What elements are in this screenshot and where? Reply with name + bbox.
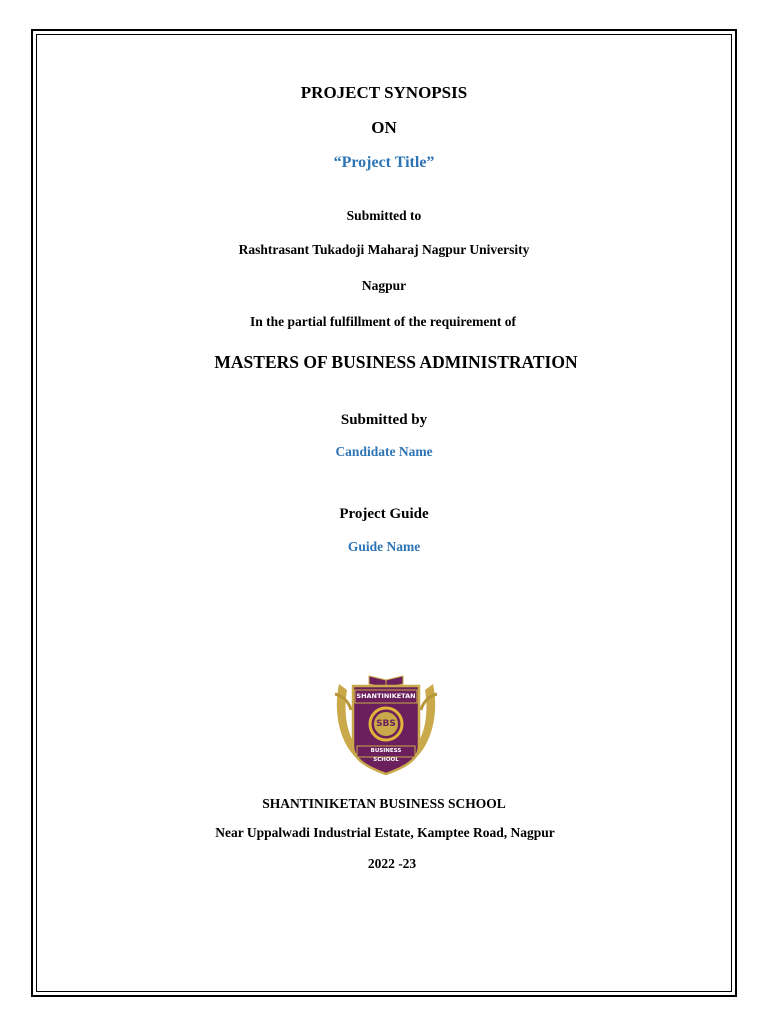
guide-name: Guide Name <box>347 539 421 554</box>
logo-center-text: SBS <box>376 719 396 729</box>
requirement-text: In the partial fulfillment of the requirement of <box>249 314 517 329</box>
academic-year: 2022 -23 <box>367 856 417 871</box>
synopsis-heading: PROJECT SYNOPSIS <box>300 83 468 102</box>
school-name: SHANTINIKETAN BUSINESS SCHOOL <box>262 796 506 811</box>
university-name: Rashtrasant Tukadoji Maharaj Nagpur University <box>238 242 530 257</box>
degree-name: MASTERS OF BUSINESS ADMINISTRATION <box>214 352 578 372</box>
submitted-to-label: Submitted to <box>346 208 422 223</box>
school-logo <box>331 666 441 776</box>
on-label: ON <box>371 118 397 137</box>
project-title: “Project Title” <box>333 154 435 171</box>
submitted-by-label: Submitted by <box>340 412 428 428</box>
candidate-name: Candidate Name <box>335 444 433 459</box>
logo-top-text: SHANTINIKETAN <box>356 692 416 700</box>
project-guide-label: Project Guide <box>339 506 429 522</box>
city-name: Nagpur <box>361 278 407 293</box>
school-address: Near Uppalwadi Industrial Estate, Kamptee Road, Nagpur <box>215 825 555 840</box>
logo-bottom-text: BUSINESS SCHOOL <box>370 748 402 763</box>
